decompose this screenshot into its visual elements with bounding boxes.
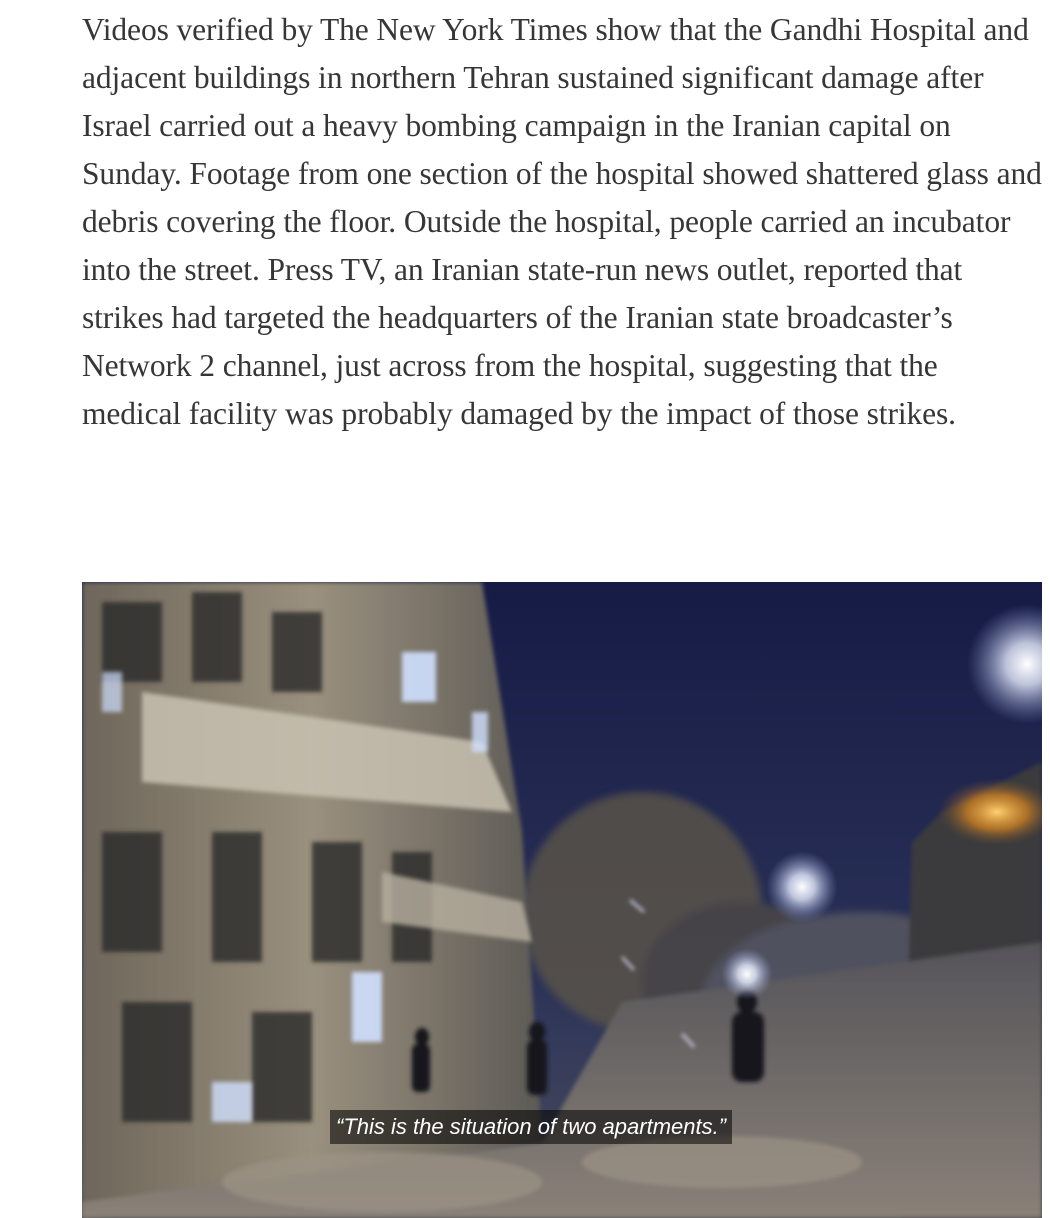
article-paragraph: Videos verified by The New York Times show that the Gandhi Hospital and adjacent buildings in northern Tehran sustained significant damage after Israel carried out a heavy bombing campaign in the Iranian capital on Sunday. Footage from one section of the hospital showed shattered glass and debris covering the floor. Outside the hospital, people carried an incubator into the street. Press TV, an Iranian state-run news outlet, reported that strikes had targeted the headquarters of the Iranian state broadcaster’s Network 2 channel, just across from the hospital, suggesting that the medical facility was probably damaged by the impact of those strikes. xyxy=(82,12,1042,431)
article-body xyxy=(82,0,1042,438)
video-caption: “This is the situation of two apartments.” xyxy=(330,1110,732,1144)
video-player[interactable] xyxy=(82,582,1042,1218)
